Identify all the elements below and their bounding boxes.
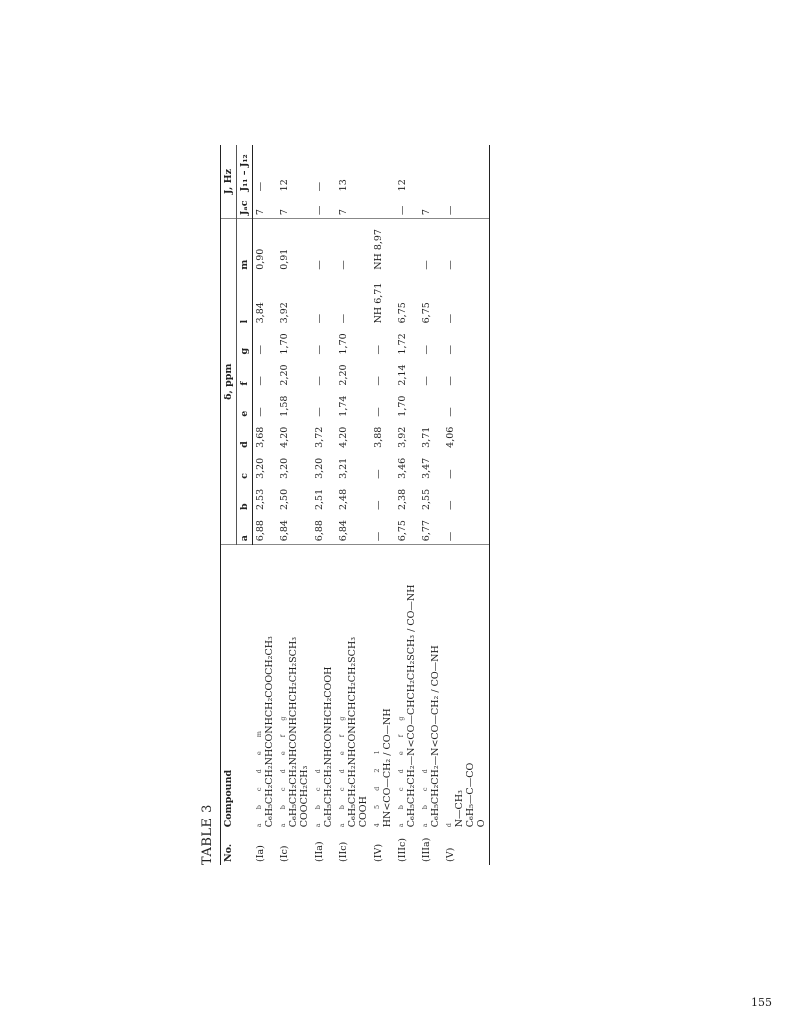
value-cell	[371, 145, 395, 194]
proton-letters: a b c d e m	[254, 725, 263, 828]
formula-line: C₆H₅CH₂CH₂—N<CO—CH₂ / CO—NH	[429, 645, 441, 828]
value-cell: —	[443, 273, 490, 327]
value-cell: 3,20	[313, 457, 325, 479]
proton-letters: a b c d e f g	[396, 710, 405, 828]
value-cell: —	[372, 469, 384, 479]
header-col-e: e	[237, 389, 253, 420]
value-cell: 2,53	[255, 488, 266, 511]
value-cell: 3,68	[255, 426, 266, 448]
value-cell: —	[372, 407, 384, 417]
table-row	[312, 145, 336, 865]
compound-number: (IIIa)	[420, 837, 432, 862]
header-col-b: b	[237, 482, 253, 513]
compound-number: (Ic)	[278, 845, 290, 862]
value-cell: 3,46	[396, 457, 408, 479]
formula-line: N—CH₃	[453, 790, 465, 828]
value-cell: —	[313, 181, 325, 192]
value-cell: 1,72	[396, 333, 408, 355]
value-cell: 2,38	[396, 488, 408, 511]
value-cell: —	[443, 389, 490, 420]
value-cell: —	[443, 357, 490, 388]
value-cell: 2,51	[313, 488, 325, 511]
value-cell: 3,20	[255, 457, 266, 479]
value-cell: 13	[337, 179, 349, 192]
value-cell: 3,88	[372, 426, 384, 448]
value-cell: 6,88	[253, 513, 277, 545]
compound-formula	[253, 545, 277, 831]
header-row-group	[221, 145, 237, 865]
value-cell: 2,20	[337, 364, 349, 386]
value-cell: —	[337, 260, 349, 270]
value-cell: 1,74	[337, 395, 349, 417]
value-cell: 6,84	[277, 513, 312, 545]
formula-line: C₆H₅—C—CO	[464, 762, 476, 828]
value-cell: 6,75	[395, 513, 419, 545]
value-cell: 3,92	[278, 302, 290, 324]
formula-line: COOCH₂CH₃	[298, 765, 310, 828]
value-cell: —	[372, 376, 384, 386]
table-row	[371, 145, 395, 865]
header-col-a: a	[237, 513, 253, 545]
value-cell: 1,70	[337, 333, 349, 355]
table-caption: TABLE 3	[200, 804, 215, 865]
value-cell: 6,88	[312, 513, 336, 545]
value-cell: 0,90	[255, 248, 266, 270]
proton-letters: d	[444, 817, 453, 828]
table-row	[395, 145, 419, 865]
proton-letters: a b c d	[313, 763, 322, 828]
value-cell: 2,55	[420, 488, 432, 511]
value-cell: 6,77	[419, 513, 443, 545]
value-cell: —	[313, 313, 325, 324]
value-cell: 2,50	[278, 488, 290, 511]
proton-letters: 4 5 d 2 1	[372, 744, 381, 828]
value-cell	[371, 194, 395, 218]
compound-number: (IV)	[372, 843, 384, 862]
formula-line: O	[475, 819, 487, 828]
header-col-j11: J₁₁ – J₁₂	[237, 145, 253, 194]
value-cell: 3,71	[420, 426, 432, 448]
value-cell	[419, 389, 443, 420]
table-row	[277, 145, 312, 865]
proton-letters: a b c d e f g	[337, 710, 346, 828]
value-cell: 12	[396, 179, 408, 192]
value-cell: —	[420, 344, 432, 355]
value-cell: 2,48	[337, 488, 349, 511]
value-cell: 2,20	[278, 364, 290, 386]
value-cell: 7	[419, 194, 443, 218]
compound-number: (IIc)	[337, 841, 349, 862]
value-cell: —	[372, 344, 384, 355]
value-cell: 6,75	[396, 302, 408, 324]
value-cell: —	[313, 344, 325, 355]
compound-number: (Ia)	[254, 845, 266, 862]
formula-line: C₆H₅CH₂CH₂NHCONHCHCH₂CH₂SCH₃	[346, 636, 358, 828]
value-cell: —	[443, 219, 490, 273]
table-body	[253, 145, 490, 865]
formula-line: C₆H₅CH₂CH₂—N<CO—CHCH₂CH₂SCH₃ / CO—NH	[405, 584, 417, 828]
value-cell: —	[313, 376, 325, 386]
compound-formula	[395, 545, 419, 831]
compound-formula	[371, 545, 395, 831]
value-cell: —	[443, 451, 490, 482]
value-cell	[395, 219, 419, 273]
table-row	[253, 145, 277, 865]
value-cell: —	[443, 194, 490, 218]
value-cell	[443, 145, 490, 194]
compound-formula	[336, 545, 371, 831]
header-no: No.	[221, 830, 253, 865]
value-cell: 6,84	[336, 513, 371, 545]
value-cell: 3,20	[278, 457, 290, 479]
table-row	[336, 145, 371, 865]
header-col-d: d	[237, 420, 253, 451]
formula-line: C₆H₅CH₂CH₂NHCONHCH₂COOCH₂CH₃	[263, 636, 275, 828]
value-cell: 12	[278, 179, 290, 192]
header-col-f: f	[237, 357, 253, 388]
compound-number: (IIa)	[313, 841, 325, 862]
value-cell: —	[443, 513, 490, 545]
value-cell: 4,20	[278, 426, 290, 448]
value-cell: —	[443, 482, 490, 513]
compound-formula	[443, 545, 490, 831]
value-cell: 4,06	[443, 420, 490, 451]
formula-line: C₆H₅CH₂CH₂NHCONHCH₂COOH	[322, 666, 334, 828]
compound-number: (V)	[443, 830, 490, 865]
nmr-table	[220, 145, 490, 865]
value-cell: —	[372, 500, 384, 511]
value-cell: 3,47	[420, 457, 432, 479]
value-cell: 7	[277, 194, 312, 218]
value-cell: 3,72	[313, 426, 325, 448]
value-cell	[419, 145, 443, 194]
value-cell: —	[420, 260, 432, 270]
value-cell: —	[313, 260, 325, 270]
value-cell: —	[255, 407, 266, 417]
value-cell: —	[337, 313, 349, 324]
header-col-g: g	[237, 326, 253, 357]
value-cell: NH 8,97	[372, 229, 384, 270]
value-cell: —	[443, 326, 490, 357]
value-cell: 7	[253, 194, 277, 218]
value-cell: —	[371, 513, 395, 545]
proton-letters: a b c d	[420, 763, 429, 828]
header-col-c: c	[237, 451, 253, 482]
compound-formula	[419, 545, 443, 831]
value-cell: 1,70	[396, 395, 408, 417]
value-cell: —	[395, 194, 419, 218]
value-cell: —	[255, 181, 266, 192]
value-cell: 6,75	[420, 302, 432, 324]
compound-number: (IIIc)	[396, 838, 408, 862]
value-cell: 3,21	[337, 457, 349, 479]
value-cell: —	[313, 407, 325, 417]
value-cell: 3,84	[255, 302, 266, 324]
table-row	[443, 145, 490, 865]
compound-formula	[277, 545, 312, 831]
compound-formula	[312, 545, 336, 831]
header-compound: Compound	[221, 545, 253, 831]
value-cell: 3,92	[396, 426, 408, 448]
value-cell: 1,70	[278, 333, 290, 355]
value-cell: 0,91	[278, 248, 290, 270]
rotated-table-frame	[200, 145, 620, 865]
formula-line: COOH	[357, 796, 369, 828]
header-col-jac: Jₐc	[237, 194, 253, 218]
formula-line: HN<CO—CH₂ / CO—NH	[381, 708, 393, 828]
value-cell: 2,14	[396, 364, 408, 386]
header-j-group: J, Hz	[221, 145, 237, 219]
proton-letters: a b c d e f g	[278, 710, 287, 828]
formula-line: C₆H₅CH₂CH₂NHCONHCHCH₂CH₂SCH₃	[287, 636, 299, 828]
page-number: 155	[751, 996, 772, 1009]
table-row	[419, 145, 443, 865]
value-cell: —	[312, 194, 336, 218]
value-cell: 7	[336, 194, 371, 218]
value-cell: NH 6,71	[372, 282, 384, 324]
value-cell: —	[420, 376, 432, 386]
header-col-m: m	[237, 219, 253, 273]
header-delta-group: δ, ppm	[221, 219, 237, 545]
value-cell: —	[255, 376, 266, 386]
value-cell: 4,20	[337, 426, 349, 448]
value-cell: 1,58	[278, 395, 290, 417]
header-col-l: l	[237, 273, 253, 327]
value-cell: —	[255, 344, 266, 355]
